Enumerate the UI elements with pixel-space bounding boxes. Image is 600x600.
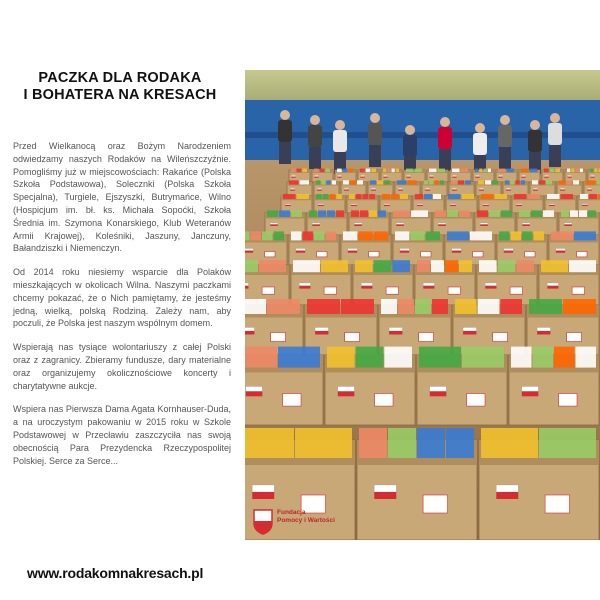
gift-box [245,231,287,265]
gift-box [291,260,351,305]
gift-box [289,169,310,182]
gift-box [545,194,576,213]
gift-box [358,169,379,182]
wall-stripe [245,132,600,138]
gift-box [307,210,347,235]
website-link[interactable]: www.rodakomnakresach.pl [27,565,204,581]
gift-box [519,169,540,182]
gift-box [565,169,586,182]
gift-box [395,180,420,196]
article-title-line-2: I BOHATERA NA KRESACH [23,87,217,103]
gift-box [497,231,547,265]
gift-box [578,194,600,213]
gift-box [312,169,333,182]
gift-box [427,169,448,182]
logo-line-2: Pomocy i Wartości [277,516,335,524]
article-paragraph-1: Przed Wielkanocą oraz Bożym Narodzeniem odwiedzamy naszych Rodaków na Wileńszczyźnie. Pomogliśmy już w miejscowościach: Rakańce (Polska Szkoła Podstawowa), Solecznki (Polska Szkoła Specjalna), Turgiele, Ejszyszki, Butrymańce, Wilno (Hospicjum im. bł. ks. Michała Sopoćki, Szkoła Średnia im. Szymona Konarskiego, Klub Weteranów Armii Krajowej), Koleśniki, Jaszuny, Janczuny, Bałandziszki i Niemenczyn. [13,141,231,254]
gym-wall [245,100,600,160]
gift-box [413,194,444,213]
ceiling [245,70,600,100]
gift-box [450,169,471,182]
gift-box [415,260,475,305]
foundation-logo-text [277,509,335,524]
gift-box [341,231,391,265]
photo-volunteers-packing-boxes [245,70,600,540]
gift-box [380,194,411,213]
gift-box [588,169,600,182]
gift-box [325,347,415,425]
gift-box [335,169,356,182]
article-title-line-1: PACZKA DLA RODAKA [38,70,202,86]
gift-box [404,169,425,182]
gift-box [422,180,447,196]
gift-box [477,260,537,305]
gift-box [368,180,393,196]
gift-box [476,180,501,196]
gift-box [245,347,323,425]
gift-box [357,428,477,540]
gift-box [353,260,413,305]
gift-box [287,180,312,196]
gift-box [473,169,494,182]
gift-box [314,180,339,196]
gift-box [475,210,515,235]
gift-box [347,194,378,213]
boxes-grid [245,169,600,540]
gift-box [517,210,557,235]
gift-box [393,231,443,265]
gift-box [509,347,599,425]
flag-red-half [254,521,272,534]
logo-line-1: Fundacja [277,509,306,516]
gift-box [512,194,543,213]
gift-box [391,210,431,235]
gift-box [559,210,599,235]
gift-box [341,180,366,196]
gift-box [539,260,599,305]
gift-box [479,428,599,540]
gift-box [445,231,495,265]
gift-box [289,231,339,265]
article-paragraph-2: Od 2014 roku niesiemy wsparcie dla Polaków mieszkających w okolicach Wilna. Naszymi paczkami chcemy pokazać, że o Nich pamiętamy, że jesteśmy jedną, wielką, polską Rodziną. Zależy nam, aby poczuli, że Polska jest naszym wspólnym domem. [13,267,231,329]
article-paragraph-3: Wspierają nas tysiące wolontariuszy z całej Polski oraz z zagranicy. Zbieramy fundusze, dary materialne oraz organizujemy okolicznościowe koncerty i charytatywne aukcje. [13,342,231,391]
gift-box [503,180,528,196]
gift-box [314,194,345,213]
gift-box [281,194,312,213]
gift-box [549,231,599,265]
gift-box [265,210,305,235]
gift-box [496,169,517,182]
gift-box [417,347,507,425]
gift-box [479,194,510,213]
gift-box [349,210,389,235]
photo-illustration [245,70,600,540]
article-body [13,140,231,478]
gift-box [449,180,474,196]
gift-box [542,169,563,182]
gift-box [446,194,477,213]
gift-box [557,180,582,196]
gift-box [530,180,555,196]
gift-box [433,210,473,235]
gift-box [584,180,600,196]
article-paragraph-4: Wspiera nas Pierwsza Dama Agata Kornhauser-Duda, a na uroczystym pakowaniu w 2015 roku w Szkole Podstawowej w Przecławiu zaszczyciła nas swoją obecnością Para Prezydencka Rzeczypospolitej Polskiej. Serce za Serce... [13,404,231,466]
gift-box [245,260,289,305]
article-title [20,70,220,104]
gift-box [381,169,402,182]
